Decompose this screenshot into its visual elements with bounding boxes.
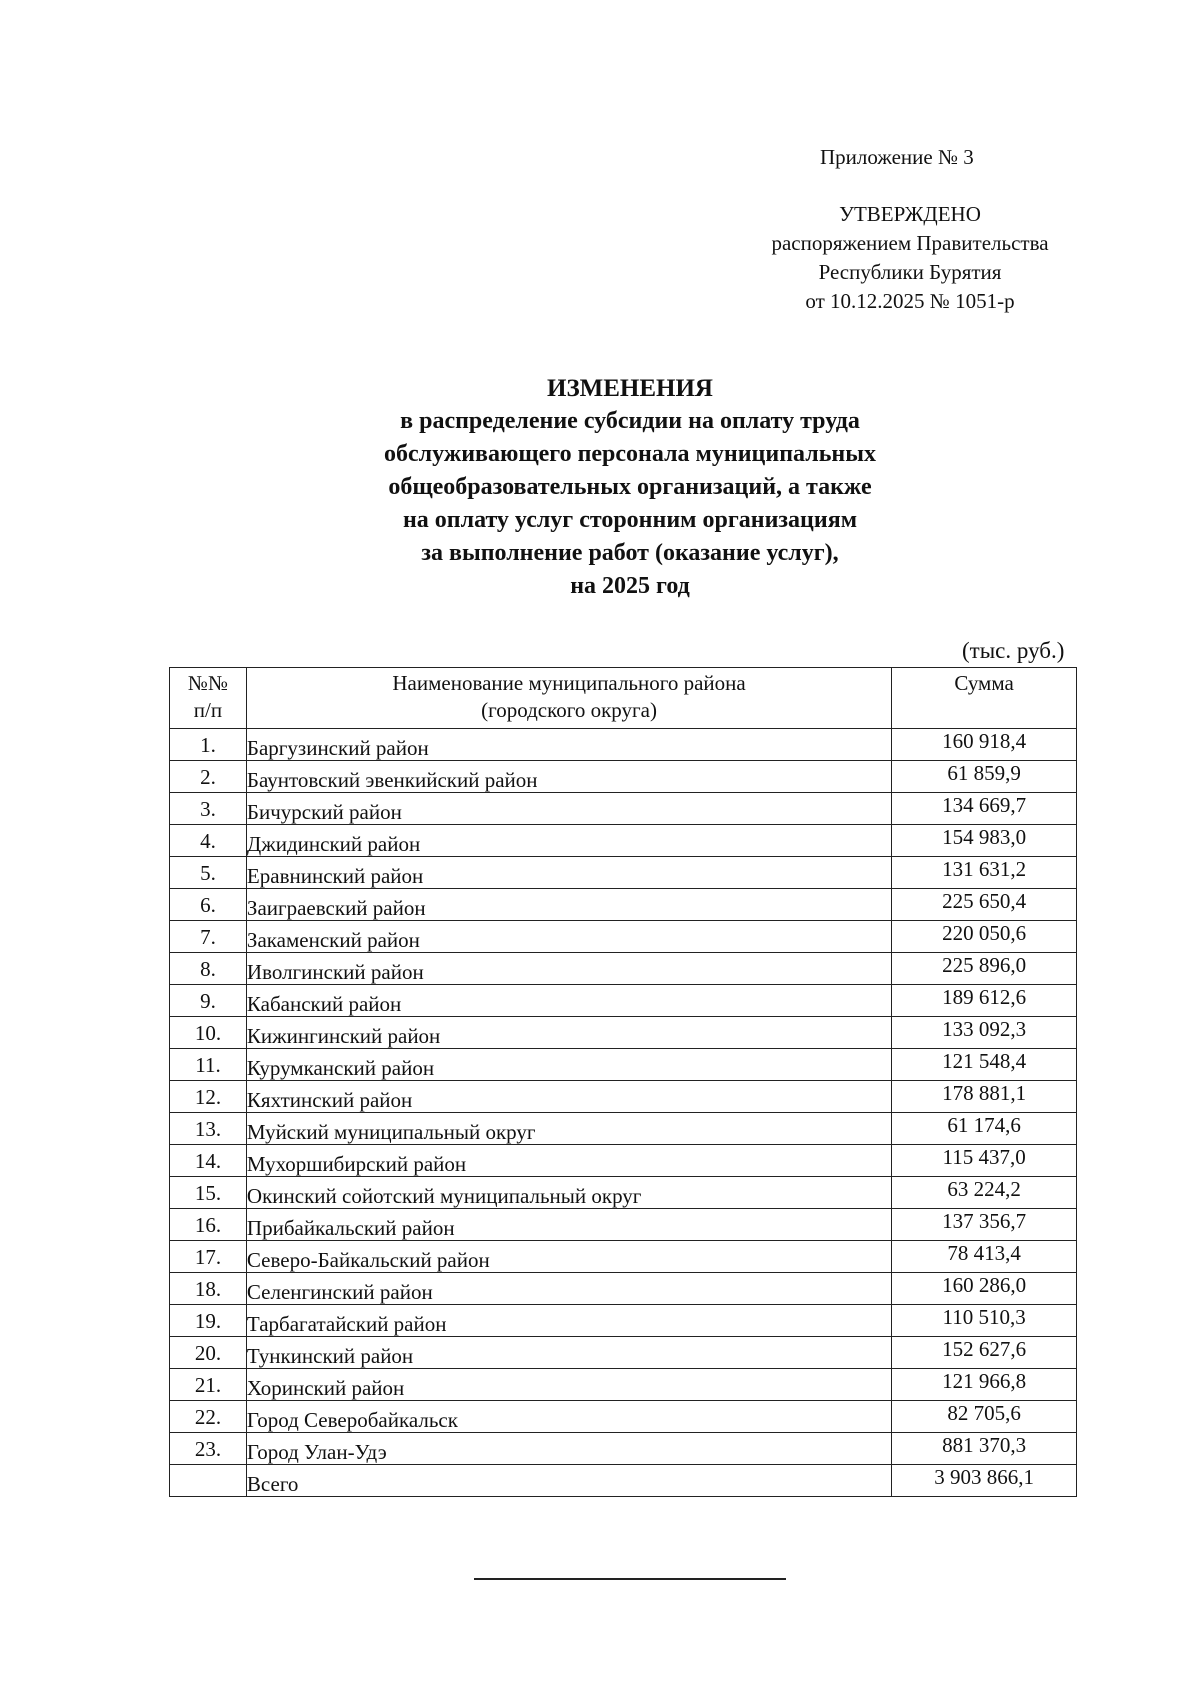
subsidy-amount: 133 092,3	[892, 1017, 1077, 1049]
row-number: 13.	[170, 1113, 247, 1145]
unit-label: (тыс. руб.)	[962, 638, 1065, 663]
subsidy-amount: 220 050,6	[892, 921, 1077, 953]
district-name: Кижингинский район	[246, 1017, 891, 1049]
table-row	[170, 825, 1077, 857]
table-row	[170, 1017, 1077, 1049]
title-line: общеобразовательных организаций, а также	[388, 474, 872, 500]
district-name: Иволгинский район	[246, 953, 891, 985]
approval-republic: Республики Бурятия	[818, 260, 1002, 284]
title-line: на оплату услуг сторонним организациям	[402, 507, 858, 533]
header-number-line1: №№	[187, 671, 228, 695]
document-title	[230, 372, 1030, 603]
subsidy-amount: 152 627,6	[892, 1337, 1077, 1369]
subsidy-amount: 134 669,7	[892, 793, 1077, 825]
subsidy-amount: 63 224,2	[892, 1177, 1077, 1209]
table-row	[170, 1145, 1077, 1177]
subsidy-amount: 61 859,9	[892, 761, 1077, 793]
subsidy-amount: 178 881,1	[892, 1081, 1077, 1113]
table-row	[170, 889, 1077, 921]
row-number: 12.	[170, 1081, 247, 1113]
header-district-name	[246, 668, 891, 729]
row-number: 4.	[170, 825, 247, 857]
table-body	[170, 729, 1077, 1497]
header-number	[170, 668, 247, 729]
approval-date-number: от 10.12.2025 № 1051-р	[805, 289, 1015, 313]
total-subsidy-amount: 3 903 866,1	[892, 1465, 1077, 1497]
row-number: 10.	[170, 1017, 247, 1049]
subsidy-amount: 61 174,6	[892, 1113, 1077, 1145]
subsidy-amount: 110 510,3	[892, 1305, 1077, 1337]
table-row	[170, 1401, 1077, 1433]
subsidy-amount: 121 548,4	[892, 1049, 1077, 1081]
subsidy-amount: 160 918,4	[892, 729, 1077, 761]
total-row-number	[170, 1465, 247, 1497]
table-row	[170, 1433, 1077, 1465]
table-row	[170, 1273, 1077, 1305]
title-heading: ИЗМЕНЕНИЯ	[547, 375, 713, 402]
table-row	[170, 1113, 1077, 1145]
table-row	[170, 793, 1077, 825]
total-district-name: Всего	[246, 1465, 891, 1497]
distribution-table	[169, 667, 1077, 1497]
district-name: Кабанский район	[246, 985, 891, 1017]
subsidy-amount: 121 966,8	[892, 1369, 1077, 1401]
header-name-line1: Наименование муниципального района	[392, 671, 746, 695]
row-number: 8.	[170, 953, 247, 985]
district-name: Город Улан-Удэ	[246, 1433, 891, 1465]
row-number: 23.	[170, 1433, 247, 1465]
row-number: 17.	[170, 1241, 247, 1273]
table-row	[170, 1049, 1077, 1081]
title-line: за выполнение работ (оказание услуг),	[421, 540, 839, 566]
district-name: Прибайкальский район	[246, 1209, 891, 1241]
header-name-line2: (городского округа)	[481, 698, 657, 722]
row-number: 7.	[170, 921, 247, 953]
table-row	[170, 1369, 1077, 1401]
title-line: обслуживающего персонала муниципальных	[384, 441, 876, 467]
row-number: 5.	[170, 857, 247, 889]
row-number: 2.	[170, 761, 247, 793]
row-number: 21.	[170, 1369, 247, 1401]
district-name: Селенгинский район	[246, 1273, 891, 1305]
subsidy-amount: 189 612,6	[892, 985, 1077, 1017]
district-name: Бичурский район	[246, 793, 891, 825]
row-number: 6.	[170, 889, 247, 921]
district-name: Кяхтинский район	[246, 1081, 891, 1113]
header-number-line2: п/п	[193, 698, 223, 722]
row-number: 9.	[170, 985, 247, 1017]
table-row	[170, 1337, 1077, 1369]
district-name: Мухоршибирский район	[246, 1145, 891, 1177]
subsidy-amount: 78 413,4	[892, 1241, 1077, 1273]
table-row	[170, 953, 1077, 985]
title-line: в распределение субсидии на оплату труда	[400, 408, 860, 434]
title-line: на 2025 год	[570, 573, 690, 599]
table-row	[170, 985, 1077, 1017]
subsidy-amount: 131 631,2	[892, 857, 1077, 889]
row-number: 22.	[170, 1401, 247, 1433]
subsidy-amount: 881 370,3	[892, 1433, 1077, 1465]
district-name: Заиграевский район	[246, 889, 891, 921]
approval-stamp	[720, 200, 1100, 316]
row-number: 3.	[170, 793, 247, 825]
district-name: Тарбагатайский район	[246, 1305, 891, 1337]
district-name: Тункинский район	[246, 1337, 891, 1369]
subsidy-amount: 225 896,0	[892, 953, 1077, 985]
approval-authority: распоряжением Правительства	[771, 231, 1049, 255]
appendix-label: Приложение № 3	[820, 145, 974, 169]
district-name: Баргузинский район	[246, 729, 891, 761]
table-row	[170, 729, 1077, 761]
subsidy-amount: 225 650,4	[892, 889, 1077, 921]
row-number: 14.	[170, 1145, 247, 1177]
district-name: Еравнинский район	[246, 857, 891, 889]
table-row	[170, 857, 1077, 889]
row-number: 20.	[170, 1337, 247, 1369]
subsidy-amount: 115 437,0	[892, 1145, 1077, 1177]
table-row	[170, 1305, 1077, 1337]
table-row	[170, 1241, 1077, 1273]
table-row	[170, 921, 1077, 953]
district-name: Северо-Байкальский район	[246, 1241, 891, 1273]
subsidy-amount: 82 705,6	[892, 1401, 1077, 1433]
row-number: 11.	[170, 1049, 247, 1081]
row-number: 19.	[170, 1305, 247, 1337]
row-number: 15.	[170, 1177, 247, 1209]
table-row	[170, 1177, 1077, 1209]
district-name: Баунтовский эвенкийский район	[246, 761, 891, 793]
district-name: Муйский муниципальный округ	[246, 1113, 891, 1145]
district-name: Курумканский район	[246, 1049, 891, 1081]
district-name: Окинский сойотский муниципальный округ	[246, 1177, 891, 1209]
closing-rule	[474, 1578, 786, 1580]
header-sum-label: Сумма	[954, 671, 1014, 695]
district-name: Город Северобайкальск	[246, 1401, 891, 1433]
total-row	[170, 1465, 1077, 1497]
district-name: Джидинский район	[246, 825, 891, 857]
subsidy-amount: 160 286,0	[892, 1273, 1077, 1305]
district-name: Закаменский район	[246, 921, 891, 953]
table-row	[170, 1081, 1077, 1113]
row-number: 1.	[170, 729, 247, 761]
row-number: 16.	[170, 1209, 247, 1241]
subsidy-amount: 154 983,0	[892, 825, 1077, 857]
table-row	[170, 1209, 1077, 1241]
table-header-row	[170, 668, 1077, 729]
district-name: Хоринский район	[246, 1369, 891, 1401]
subsidy-amount: 137 356,7	[892, 1209, 1077, 1241]
header-sum	[892, 668, 1077, 729]
row-number: 18.	[170, 1273, 247, 1305]
table-row	[170, 761, 1077, 793]
approval-heading: УТВЕРЖДЕНО	[839, 202, 981, 226]
